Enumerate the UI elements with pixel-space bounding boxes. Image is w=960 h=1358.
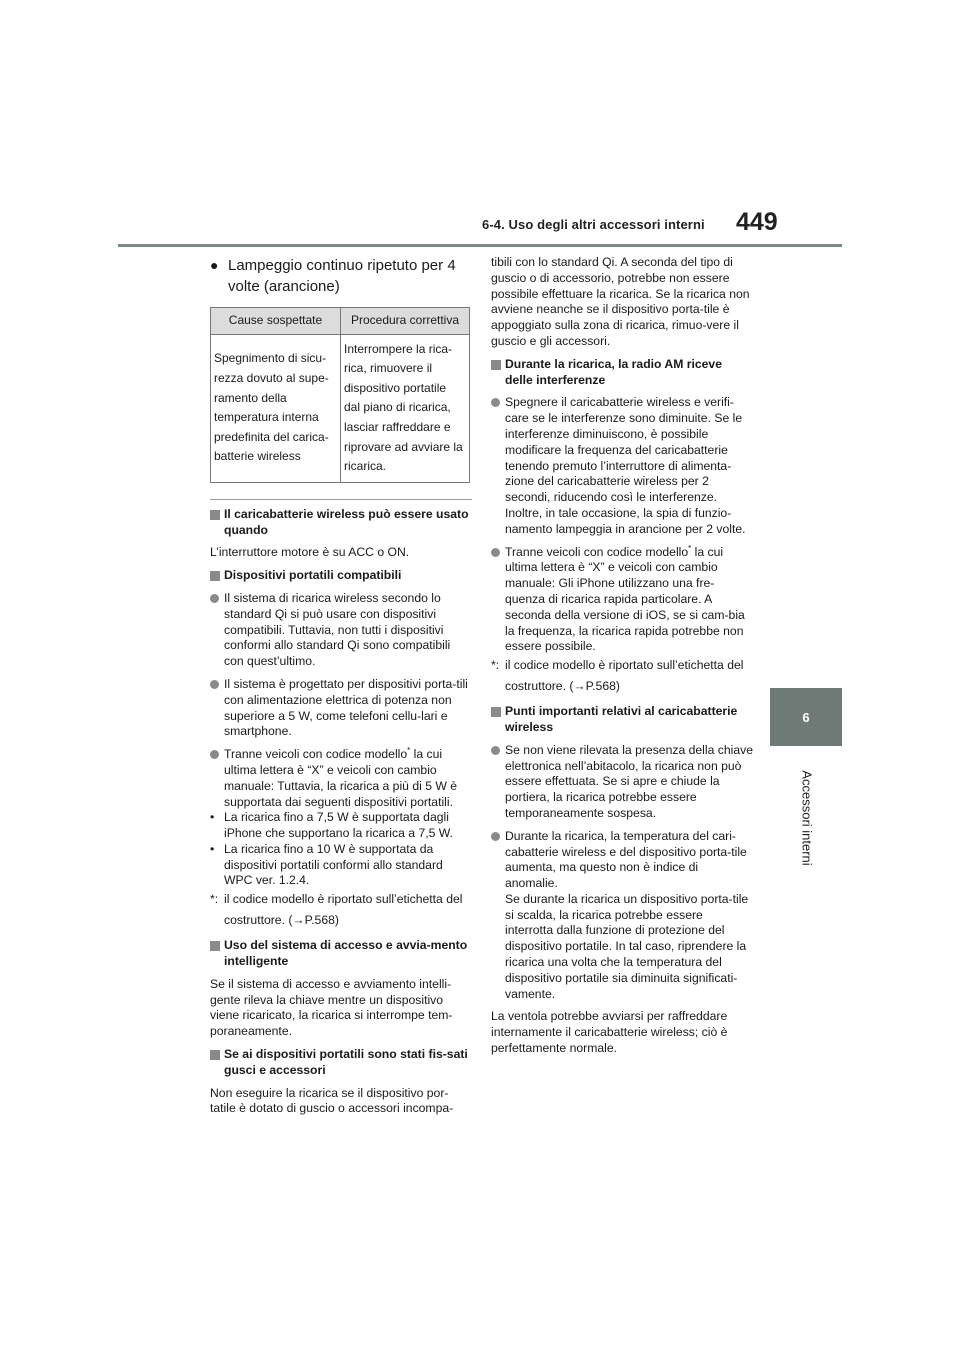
section-heading-text: Durante la ricarica, la radio AM riceve delle interferenze: [505, 356, 722, 387]
list-item-text: Il sistema è progettato per dispositivi porta-tili con alimentazione elettrica di potenza non superiore a 5 W, come telefoni cellu-lari e smartphone.: [224, 676, 468, 739]
paragraph: L’interruttore motore è su ACC o ON.: [210, 545, 410, 560]
table-row: [211, 334, 470, 482]
sub-list-item: [210, 842, 472, 889]
section-heading: [491, 357, 753, 389]
footnote-text: il codice modello è riportato sull’etichetta del costruttore. (→P.568): [505, 658, 744, 694]
chapter-side-label: [799, 758, 815, 878]
footnote: [491, 655, 753, 697]
status-bullet: [210, 255, 472, 297]
circle-bullet-icon: [491, 398, 500, 407]
section-heading-text: Se ai dispositivi portatili sono stati fis-sati gusci e accessori: [224, 1047, 468, 1077]
paragraph: tibili con lo standard Qi. A seconda del tipo di guscio o di accessorio, potrebbe non essere possibile effettuare la ricarica. Se la ricarica non avviene neanche se il dispositivo porta-tile è appoggiato sulla zona di ricarica, rimuo-vere il guscio e gli accessori.: [491, 255, 750, 348]
section-heading: [210, 507, 472, 539]
section-divider: [210, 499, 472, 500]
list-item-text: [505, 829, 753, 1003]
table-cell-cause: Spegnimento di sicu-rezza dovuto al supe-ramento della temperatura interna predefinita del carica-batterie wireless: [211, 334, 341, 482]
footnote-mark: *:: [210, 892, 219, 907]
section-heading-text: Uso del sistema di accesso e avvia-mento intelligente: [224, 938, 468, 969]
cause-table: [210, 307, 470, 483]
chapter-title: Accessori interni: [799, 770, 815, 866]
list-item-text: [224, 747, 472, 810]
section-heading: [491, 704, 753, 736]
circle-bullet-icon: [491, 548, 500, 557]
status-bullet-text: Lampeggio continuo ripetuto per 4 volte (arancione): [228, 257, 456, 295]
list-item: [491, 829, 753, 1003]
list-item: [491, 545, 753, 656]
sub-list-item: [210, 810, 472, 842]
list-item-text: Il sistema di ricarica wireless secondo lo standard Qi si può usare con dispositivi compatibili. Tuttavia, non tutti i dispositivi conformi allo standard Qi sono compatibili con quest’ultimo.: [224, 590, 451, 669]
header-rule: [118, 244, 842, 247]
list-item-text: [505, 545, 753, 656]
square-bullet-icon: [210, 510, 220, 520]
circle-bullet-icon: [210, 750, 219, 759]
circle-bullet-icon: [491, 746, 500, 755]
list-item-text-part: Se durante la ricarica un dispositivo porta-tile si scalda, la ricarica potrebbe essere interrotta dalla funzione di protezione del dispositivo portatile. In tal caso, riprendere la ricarica una volta che la temperatura del dispositivo portatile sia diminuita significati-vamente.: [505, 891, 749, 1001]
circle-bullet-icon: [210, 594, 219, 603]
list-item: [491, 743, 753, 822]
list-item: [491, 395, 753, 537]
section-heading-text: Il caricabatterie wireless può essere usato quando: [224, 506, 469, 537]
dash-bullet-icon: •: [210, 841, 215, 856]
list-item: [210, 677, 472, 740]
square-bullet-icon: [210, 941, 220, 951]
section-heading-text: Punti importanti relativi al caricabatterie wireless: [505, 704, 738, 734]
dash-bullet-icon: •: [210, 810, 215, 825]
left-column: [210, 255, 472, 1124]
section-heading-text: Dispositivi portatili compatibili: [224, 568, 402, 583]
footnote-mark: *:: [491, 658, 500, 673]
footnote-text: il codice modello è riportato sull’etichetta del costruttore. (→P.568): [224, 892, 463, 928]
square-bullet-icon: [491, 360, 501, 370]
asterisk-mark: *: [407, 746, 411, 756]
square-bullet-icon: [491, 707, 501, 717]
text-fragment: la cui ultima lettera è “X” e veicoli con cambio manuale: Tuttavia, la ricarica a più di 5 W è supportata dai seguenti dispositivi portatili.: [224, 747, 458, 809]
circle-bullet-icon: [491, 832, 500, 841]
section-heading: [210, 1047, 472, 1079]
table-header-cause: Cause sospettate: [211, 308, 341, 335]
right-column: [491, 255, 753, 1064]
header-section-title: 6-4. Uso degli altri accessori interni: [482, 217, 705, 232]
text-fragment: Tranne veicoli con codice modello: [505, 544, 689, 559]
list-item-text-part: Durante la ricarica, la temperatura del cari-cabatterie wireless e del dispositivo porta-tile aumenta, ma questo non è indice di anomalie.: [505, 828, 747, 891]
square-bullet-icon: [210, 571, 220, 581]
list-item-text: Spegnere il caricabatterie wireless e verifi-care se le interferenze sono diminuite. Se le interferenze diminuiscono, è possibile modificare la frequenza del caricabatterie tenendo premuto l’interruttore di alimenta-zione del caricabatterie wireless per 2 secondi, riducendo così le interferenze. Inoltre, in tale occasione, la spia di funzio-namento lampeggia in arancione per 2 volte.: [505, 395, 746, 536]
list-item-text: Se non viene rilevata la presenza della chiave elettronica nell’abitacolo, la ricarica non può essere effettuata. Se si apre e chiude la portiera, la ricarica potrebbe essere temporaneamente sospesa.: [505, 742, 753, 820]
bullet-dot-icon: ●: [210, 257, 219, 273]
chapter-tab: 6: [770, 688, 842, 746]
text-fragment: la cui ultima lettera è “X” e veicoli con cambio manuale: Gli iPhone utilizzano una fre-quenza di ricarica rapida particolare. A seconda della versione di iOS, se si cam-bia la frequenza, la ricarica rapida potrebbe non essere possibile.: [505, 544, 745, 654]
page-number: 449: [736, 208, 778, 236]
sub-list-item-text: La ricarica fino a 7,5 W è supportata dagli iPhone che supportano la ricarica a 7,5 W.: [224, 810, 453, 841]
list-item: [210, 747, 472, 810]
paragraph: Non eseguire la ricarica se il dispositivo por-tatile è dotato di guscio o accessori incompa-: [210, 1085, 454, 1116]
paragraph: Se il sistema di accesso e avviamento intelli-gente rileva la chiave mentre un dispositivo viene ricaricato, la ricarica si interrompe tem-poraneamente.: [210, 976, 453, 1039]
square-bullet-icon: [210, 1050, 220, 1060]
table-header-procedure: Procedura correttiva: [341, 308, 470, 335]
text-fragment: Tranne veicoli con codice modello: [224, 747, 408, 762]
sub-list-item-text: La ricarica fino a 10 W è supportata da dispositivi portatili conformi allo standard WPC ver. 1.2.4.: [224, 841, 443, 888]
footnote: [210, 889, 472, 931]
section-heading: [210, 568, 472, 584]
circle-bullet-icon: [210, 680, 219, 689]
table-cell-procedure: Interrompere la rica-rica, rimuovere il dispositivo portatile dal piano di ricarica, lasciar raffreddare e riprovare ad avviare la ricarica.: [341, 334, 470, 482]
list-item: [210, 591, 472, 670]
paragraph: La ventola potrebbe avviarsi per raffreddare internamente il caricabatterie wireless; ciò è perfettamente normale.: [491, 1009, 728, 1056]
section-heading: [210, 938, 472, 970]
asterisk-mark: *: [688, 543, 692, 553]
